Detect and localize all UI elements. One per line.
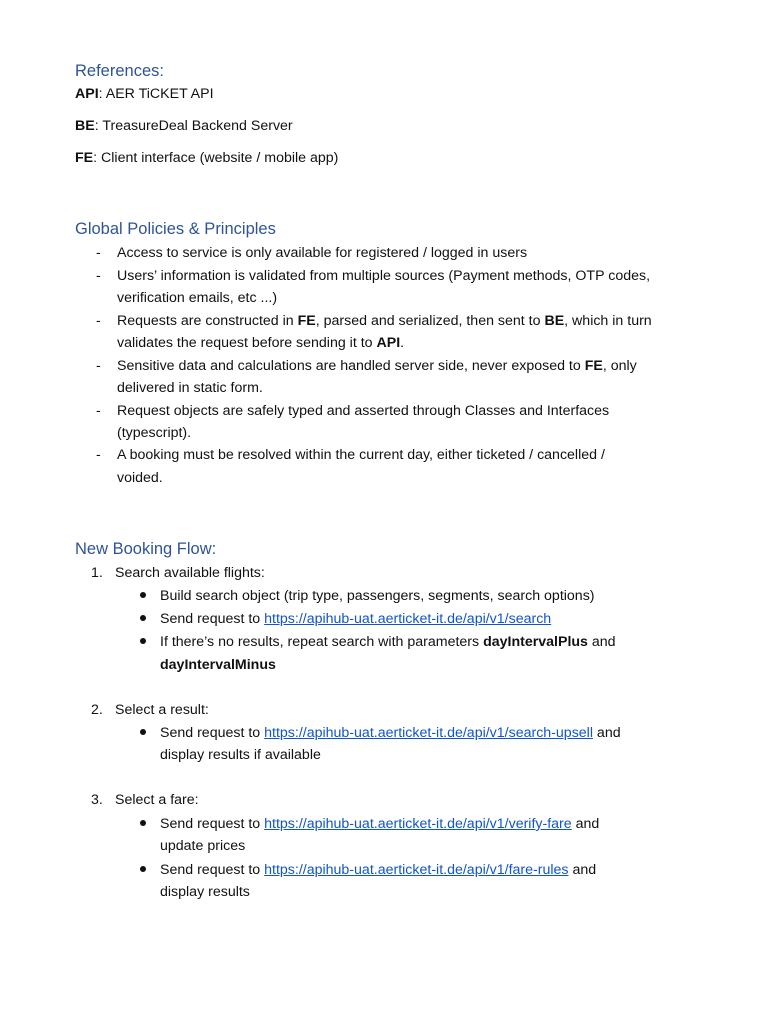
dash-marker: - [96,245,101,261]
step-number: 3. [91,792,103,808]
search-upsell-endpoint-link[interactable]: https://apihub-uat.aerticket-it.de/api/v1/search-upsell [264,725,593,741]
text-run: and [592,725,621,741]
search-endpoint-link[interactable]: https://apihub-uat.aerticket-it.de/api/v1/search [264,611,552,627]
dash-marker: - [96,403,101,419]
reference-fe [75,147,338,169]
text-run: Send request to [160,725,265,741]
reference-term: FE [75,150,94,166]
policy-item-continued: voided. [117,470,163,486]
policy-item: Request objects are safely typed and asserted through Classes and Interfaces [117,403,610,419]
policy-item: A booking must be resolved within the current day, either ticketed / cancelled / [117,447,605,463]
bold-term: FE [584,358,603,374]
text-run: , parsed and serialized, then sent to [315,313,545,329]
text-run: If there’s no results, repeat search with parameters [160,634,484,650]
text-run: Send request to [160,816,265,832]
bold-term: FE [297,313,316,329]
step-bullet [160,608,551,630]
bullet-icon [140,820,146,826]
fare-rules-endpoint-link[interactable]: https://apihub-uat.aerticket-it.de/api/v1/fare-rules [264,862,569,878]
policy-item-continued: delivered in static form. [117,380,263,396]
step-bullet [160,631,616,653]
dash-marker: - [96,358,101,374]
step-bullet [160,722,621,744]
policy-item-continued [117,332,404,354]
reference-definition: : TreasureDeal Backend Server [94,118,293,134]
bold-term: BE [544,313,565,329]
step-number: 1. [91,565,103,581]
text-run: and [587,634,616,650]
references-heading: References: [75,62,164,80]
reference-definition: : AER TiCKET API [98,86,214,102]
text-run: Send request to [160,862,265,878]
text-run: Requests are constructed in [117,313,298,329]
policy-item: Users’ information is validated from multiple sources (Payment methods, OTP codes, [117,268,651,284]
policy-item-continued: (typescript). [117,425,192,441]
reference-term: BE [75,118,95,134]
text-run: and [568,862,597,878]
bullet-icon [140,615,146,621]
dash-marker: - [96,313,101,329]
bullet-icon [140,638,146,644]
text-run: validates the request before sending it to [117,335,377,351]
step-bullet-continued: display results [160,884,250,900]
step-bullet-continued [160,654,276,676]
text-run: Sensitive data and calculations are handled server side, never exposed to [117,358,585,374]
text-run: Send request to [160,611,265,627]
reference-api [75,83,214,105]
text-run: , only [602,358,637,374]
step-bullet-continued: update prices [160,838,246,854]
bullet-icon [140,866,146,872]
policy-item-continued: verification emails, etc ...) [117,290,278,306]
param-name: dayIntervalMinus [160,657,276,673]
step-label: Select a result: [115,702,209,718]
param-name: dayIntervalPlus [483,634,588,650]
policy-item [117,310,652,332]
verify-fare-endpoint-link[interactable]: https://apihub-uat.aerticket-it.de/api/v1/verify-fare [264,816,572,832]
step-label: Select a fare: [115,792,199,808]
step-bullet [160,859,596,881]
step-label: Search available flights: [115,565,265,581]
text-run: and [571,816,600,832]
policy-item [117,355,637,377]
flow-heading: New Booking Flow: [75,540,217,558]
reference-definition: : Client interface (website / mobile app) [93,150,339,166]
bullet-icon [140,592,146,598]
step-bullet [160,813,599,835]
policies-heading: Global Policies & Principles [75,220,276,238]
step-bullet: Build search object (trip type, passengers, segments, search options) [160,588,595,604]
dash-marker: - [96,268,101,284]
dash-marker: - [96,447,101,463]
policy-item: Access to service is only available for registered / logged in users [117,245,528,261]
bullet-icon [140,729,146,735]
step-number: 2. [91,702,103,718]
reference-term: API [75,86,99,102]
bold-term: API [376,335,401,351]
reference-be [75,115,293,137]
text-run: , which in turn [564,313,652,329]
text-run: . [400,335,405,351]
step-bullet-continued: display results if available [160,747,321,763]
